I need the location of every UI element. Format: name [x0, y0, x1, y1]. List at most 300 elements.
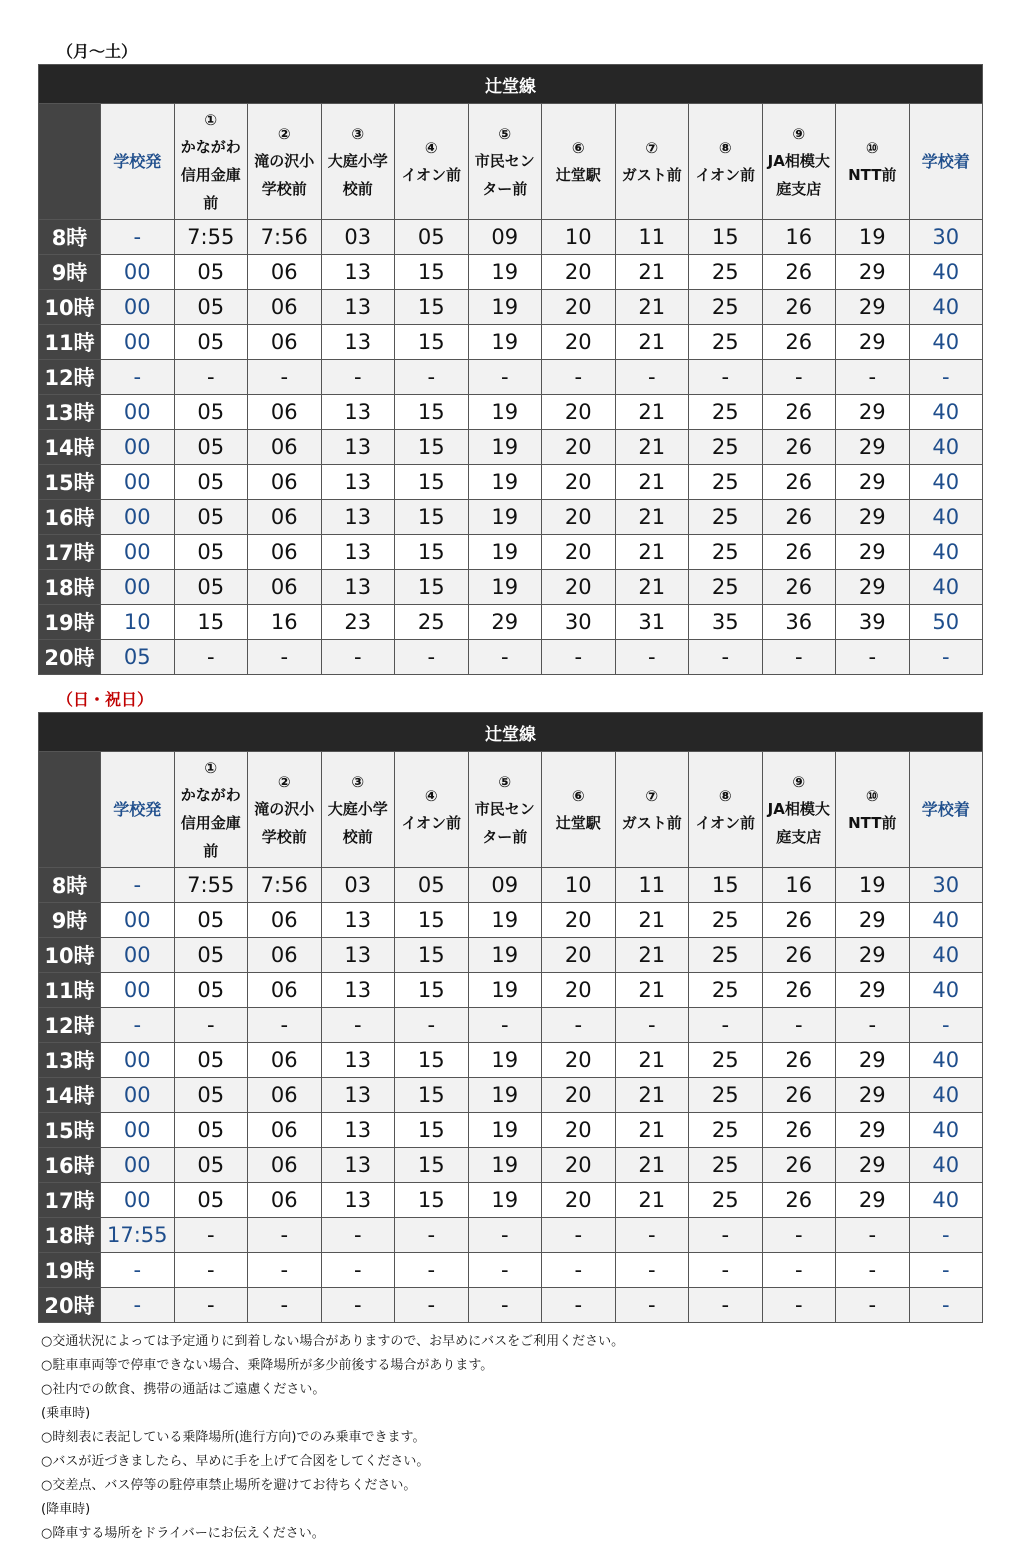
stop-name: 辻堂駅: [555, 165, 601, 184]
time-cell: 20: [542, 570, 616, 605]
time-cell: 20: [542, 1043, 616, 1078]
time-cell: 20: [542, 325, 616, 360]
time-cell: 20: [542, 500, 616, 535]
time-cell: 21: [615, 290, 689, 325]
time-cell: 15: [395, 395, 469, 430]
time-cell: 19: [468, 465, 542, 500]
note-line: (降車時): [41, 1502, 91, 1517]
time-cell: 40: [909, 430, 983, 465]
time-cell: -: [101, 1288, 175, 1323]
time-cell: 7:56: [248, 868, 322, 903]
stop-number: ⑤: [498, 124, 512, 143]
time-cell: 19: [468, 973, 542, 1008]
time-cell: 21: [615, 1148, 689, 1183]
time-cell: 29: [836, 903, 910, 938]
hour-label: 20時: [39, 1288, 101, 1323]
time-cell: -: [689, 1253, 763, 1288]
stop-number: ⑥: [571, 786, 585, 805]
time-cell: -: [689, 1218, 763, 1253]
stop-header: [248, 752, 322, 868]
time-cell: -: [174, 640, 248, 675]
time-cell: 05: [174, 395, 248, 430]
time-cell: -: [615, 1288, 689, 1323]
stop-header: [321, 752, 395, 868]
time-cell: 19: [468, 290, 542, 325]
time-cell: 19: [468, 903, 542, 938]
time-cell: 25: [689, 1078, 763, 1113]
table-row: [39, 1218, 983, 1253]
time-cell: 06: [248, 973, 322, 1008]
time-cell: 13: [321, 395, 395, 430]
stop-number: ⑩: [865, 138, 879, 157]
stop-number: ①: [204, 110, 218, 129]
time-cell: 05: [174, 255, 248, 290]
time-cell: 15: [395, 938, 469, 973]
time-cell: 05: [174, 500, 248, 535]
time-cell: -: [468, 1008, 542, 1043]
hour-label: 10時: [39, 290, 101, 325]
time-cell: -: [468, 360, 542, 395]
time-cell: -: [762, 1288, 836, 1323]
time-cell: 10: [101, 605, 175, 640]
time-cell: 03: [321, 868, 395, 903]
stop-number: ⑨: [792, 124, 806, 143]
time-cell: 26: [762, 1183, 836, 1218]
time-cell: -: [101, 1008, 175, 1043]
time-cell: 29: [836, 1148, 910, 1183]
time-cell: 06: [248, 1183, 322, 1218]
time-cell: 19: [468, 1078, 542, 1113]
stop-name: 学校着: [921, 151, 970, 171]
time-cell: -: [395, 360, 469, 395]
time-cell: 15: [395, 465, 469, 500]
time-cell: 13: [321, 1078, 395, 1113]
note-line: ○バスが近づきましたら、早めに手を上げて合図をしてください。: [41, 1454, 430, 1469]
time-cell: 13: [321, 1113, 395, 1148]
time-cell: -: [395, 1218, 469, 1253]
note-line: ○降車する場所をドライバーにお伝えください。: [41, 1526, 325, 1541]
time-cell: 29: [836, 535, 910, 570]
hour-label: 19時: [39, 1253, 101, 1288]
time-cell: 31: [615, 605, 689, 640]
hour-label: 11時: [39, 325, 101, 360]
time-cell: 26: [762, 325, 836, 360]
line-title: 辻堂線: [39, 713, 983, 752]
hour-label: 16時: [39, 1148, 101, 1183]
holiday-timetable: [38, 712, 983, 1323]
time-cell: 25: [689, 535, 763, 570]
stop-name: 滝の沢小学校前: [254, 799, 315, 846]
time-cell: -: [101, 868, 175, 903]
time-cell: 06: [248, 290, 322, 325]
time-cell: 05: [101, 640, 175, 675]
time-cell: 21: [615, 1183, 689, 1218]
line-title: 辻堂線: [39, 65, 983, 104]
time-cell: 13: [321, 938, 395, 973]
time-cell: -: [689, 1008, 763, 1043]
time-cell: 13: [321, 1043, 395, 1078]
time-cell: -: [248, 1288, 322, 1323]
time-cell: 00: [101, 1113, 175, 1148]
stop-number: ③: [351, 124, 365, 143]
stop-header-row: [39, 752, 983, 868]
stop-number: ⑥: [571, 138, 585, 157]
time-cell: 05: [174, 903, 248, 938]
time-cell: 40: [909, 255, 983, 290]
time-cell: 21: [615, 938, 689, 973]
time-cell: 06: [248, 903, 322, 938]
stop-number: ⑧: [718, 138, 732, 157]
time-cell: -: [395, 1288, 469, 1323]
time-cell: 16: [762, 868, 836, 903]
hour-label: 8時: [39, 868, 101, 903]
time-cell: 05: [174, 1148, 248, 1183]
time-cell: 29: [836, 1078, 910, 1113]
time-cell: 11: [615, 868, 689, 903]
time-cell: 25: [689, 1183, 763, 1218]
weekday-section-label: （月～土）: [57, 42, 138, 61]
weekday-timetable: [38, 64, 983, 675]
time-cell: 20: [542, 973, 616, 1008]
time-cell: 40: [909, 465, 983, 500]
time-cell: 23: [321, 605, 395, 640]
time-cell: 50: [909, 605, 983, 640]
table-row: [39, 220, 983, 255]
stop-name: 市民センター前: [474, 151, 535, 198]
stop-name: JA相模大庭支店: [767, 799, 830, 846]
hour-label: 13時: [39, 1043, 101, 1078]
note-line: ○時刻表に表記している乗降場所(進行方向)でのみ乗車できます。: [41, 1430, 426, 1445]
time-cell: 26: [762, 1078, 836, 1113]
time-cell: -: [762, 1253, 836, 1288]
time-cell: 06: [248, 1043, 322, 1078]
time-cell: 40: [909, 1148, 983, 1183]
time-cell: -: [615, 640, 689, 675]
time-cell: 19: [468, 255, 542, 290]
time-cell: 13: [321, 465, 395, 500]
time-cell: 00: [101, 290, 175, 325]
time-cell: -: [615, 1218, 689, 1253]
time-cell: 19: [468, 1113, 542, 1148]
stop-name: イオン前: [695, 813, 756, 832]
table-row: [39, 465, 983, 500]
time-cell: 15: [174, 605, 248, 640]
time-cell: 7:55: [174, 868, 248, 903]
time-cell: 21: [615, 255, 689, 290]
time-cell: 26: [762, 395, 836, 430]
stop-number: ④: [424, 786, 438, 805]
time-cell: 05: [174, 570, 248, 605]
table-row: [39, 395, 983, 430]
stop-number: ⑦: [645, 786, 659, 805]
time-cell: 00: [101, 500, 175, 535]
time-cell: 19: [468, 535, 542, 570]
time-cell: 05: [174, 1113, 248, 1148]
stop-header: [615, 752, 689, 868]
note-line: (乗車時): [41, 1406, 91, 1421]
time-cell: -: [542, 360, 616, 395]
time-cell: -: [174, 1218, 248, 1253]
time-cell: -: [909, 360, 983, 395]
time-cell: 26: [762, 938, 836, 973]
time-cell: 09: [468, 868, 542, 903]
time-cell: -: [542, 1008, 616, 1043]
time-cell: 09: [468, 220, 542, 255]
time-cell: 15: [689, 220, 763, 255]
time-cell: -: [762, 1218, 836, 1253]
time-cell: 26: [762, 500, 836, 535]
time-cell: 25: [689, 903, 763, 938]
time-cell: -: [836, 640, 910, 675]
time-cell: -: [762, 640, 836, 675]
time-cell: 17:55: [101, 1218, 175, 1253]
time-cell: -: [248, 1008, 322, 1043]
notes-list: [41, 1330, 981, 1546]
table-row: [39, 938, 983, 973]
time-cell: -: [909, 1253, 983, 1288]
time-cell: 26: [762, 903, 836, 938]
stop-name: イオン前: [401, 165, 462, 184]
time-cell: 26: [762, 465, 836, 500]
time-cell: 05: [174, 325, 248, 360]
time-cell: -: [248, 1218, 322, 1253]
stop-header: [321, 104, 395, 220]
stop-number: ⑤: [498, 772, 512, 791]
time-cell: 25: [395, 605, 469, 640]
time-cell: 25: [689, 465, 763, 500]
time-cell: 15: [395, 255, 469, 290]
time-cell: 05: [174, 1078, 248, 1113]
time-cell: -: [909, 1008, 983, 1043]
time-cell: 29: [836, 570, 910, 605]
hour-label: 9時: [39, 903, 101, 938]
time-cell: 19: [468, 430, 542, 465]
time-cell: 36: [762, 605, 836, 640]
time-cell: 25: [689, 1113, 763, 1148]
time-cell: 15: [395, 570, 469, 605]
time-cell: 00: [101, 465, 175, 500]
stop-name: NTT前: [848, 165, 897, 184]
hour-label: 17時: [39, 535, 101, 570]
time-cell: -: [615, 1008, 689, 1043]
time-cell: -: [321, 1218, 395, 1253]
hour-label: 18時: [39, 570, 101, 605]
stop-header: [468, 752, 542, 868]
time-cell: 00: [101, 973, 175, 1008]
time-cell: 11: [615, 220, 689, 255]
time-cell: 06: [248, 325, 322, 360]
time-cell: 16: [248, 605, 322, 640]
stop-number: ⑧: [718, 786, 732, 805]
time-cell: 29: [836, 973, 910, 1008]
table-row: [39, 605, 983, 640]
hour-label: 20時: [39, 640, 101, 675]
hour-label: 17時: [39, 1183, 101, 1218]
time-cell: 26: [762, 430, 836, 465]
time-cell: 15: [395, 290, 469, 325]
table-row: [39, 290, 983, 325]
table-row: [39, 1078, 983, 1113]
time-cell: 19: [468, 395, 542, 430]
time-cell: 29: [836, 1113, 910, 1148]
table-row: [39, 535, 983, 570]
time-cell: 35: [689, 605, 763, 640]
table-row: [39, 255, 983, 290]
stop-number: ②: [277, 772, 291, 791]
time-cell: -: [615, 360, 689, 395]
time-cell: 40: [909, 500, 983, 535]
time-cell: 29: [836, 255, 910, 290]
stop-name: イオン前: [401, 813, 462, 832]
time-cell: 7:56: [248, 220, 322, 255]
hour-label: 15時: [39, 465, 101, 500]
stop-number: ⑩: [865, 786, 879, 805]
time-cell: 40: [909, 325, 983, 360]
stop-name: JA相模大庭支店: [767, 151, 830, 198]
time-cell: 13: [321, 290, 395, 325]
time-cell: -: [689, 1288, 763, 1323]
note-line: ○駐車車両等で停車できない場合、乗降場所が多少前後する場合があります。: [41, 1358, 494, 1373]
hour-label: 15時: [39, 1113, 101, 1148]
time-cell: 13: [321, 500, 395, 535]
time-cell: 40: [909, 395, 983, 430]
time-cell: 20: [542, 430, 616, 465]
time-cell: 06: [248, 535, 322, 570]
time-cell: -: [468, 1288, 542, 1323]
time-cell: 15: [395, 1183, 469, 1218]
time-cell: 15: [395, 500, 469, 535]
time-cell: 29: [836, 430, 910, 465]
time-cell: -: [909, 1288, 983, 1323]
time-cell: -: [468, 1253, 542, 1288]
time-cell: 15: [395, 1078, 469, 1113]
time-cell: 21: [615, 1078, 689, 1113]
time-cell: 25: [689, 325, 763, 360]
table-row: [39, 430, 983, 465]
table-row: [39, 1148, 983, 1183]
time-cell: 15: [395, 430, 469, 465]
stop-name: NTT前: [848, 813, 897, 832]
stop-name: ガスト前: [621, 813, 682, 832]
time-cell: -: [174, 1008, 248, 1043]
time-cell: 25: [689, 430, 763, 465]
time-cell: 25: [689, 255, 763, 290]
table-row: [39, 1288, 983, 1323]
time-cell: 21: [615, 1043, 689, 1078]
time-cell: 13: [321, 903, 395, 938]
hour-label: 14時: [39, 1078, 101, 1113]
time-cell: 00: [101, 903, 175, 938]
time-cell: 13: [321, 325, 395, 360]
time-cell: 26: [762, 290, 836, 325]
time-cell: 21: [615, 903, 689, 938]
time-cell: -: [395, 1253, 469, 1288]
time-cell: -: [909, 640, 983, 675]
time-cell: 19: [836, 220, 910, 255]
stop-header: [174, 752, 248, 868]
stop-header: [248, 104, 322, 220]
time-cell: 29: [836, 325, 910, 360]
time-cell: 26: [762, 255, 836, 290]
stop-header: [395, 104, 469, 220]
stop-name: かながわ信用金庫前: [180, 137, 241, 212]
time-cell: -: [468, 640, 542, 675]
time-cell: -: [542, 1253, 616, 1288]
time-cell: 15: [395, 1043, 469, 1078]
time-cell: 05: [174, 535, 248, 570]
stop-header: [174, 104, 248, 220]
stop-name: 市民センター前: [474, 799, 535, 846]
time-cell: 26: [762, 570, 836, 605]
time-cell: 19: [468, 325, 542, 360]
time-cell: 15: [395, 535, 469, 570]
stop-header: [468, 104, 542, 220]
time-cell: 05: [395, 220, 469, 255]
time-cell: 19: [468, 938, 542, 973]
time-cell: 29: [836, 1183, 910, 1218]
stop-header: [762, 752, 836, 868]
hour-label: 8時: [39, 220, 101, 255]
time-cell: 06: [248, 1148, 322, 1183]
time-cell: 39: [836, 605, 910, 640]
time-cell: 13: [321, 1148, 395, 1183]
time-cell: 29: [468, 605, 542, 640]
time-cell: -: [762, 360, 836, 395]
hour-label: 14時: [39, 430, 101, 465]
note-line: ○交通状況によっては予定通りに到着しない場合がありますので、お早めにバスをご利用ください。: [41, 1334, 625, 1349]
time-cell: 21: [615, 325, 689, 360]
time-cell: 00: [101, 570, 175, 605]
time-cell: 20: [542, 1183, 616, 1218]
time-cell: 06: [248, 1078, 322, 1113]
time-cell: -: [542, 1288, 616, 1323]
table-row: [39, 903, 983, 938]
time-cell: 30: [542, 605, 616, 640]
time-cell: 15: [395, 325, 469, 360]
time-cell: 20: [542, 1078, 616, 1113]
stop-header: [836, 752, 910, 868]
hour-label: 10時: [39, 938, 101, 973]
time-cell: 20: [542, 903, 616, 938]
time-cell: 00: [101, 1078, 175, 1113]
time-cell: -: [174, 1253, 248, 1288]
time-cell: -: [542, 1218, 616, 1253]
time-cell: -: [689, 360, 763, 395]
time-cell: -: [615, 1253, 689, 1288]
time-cell: 13: [321, 1183, 395, 1218]
time-cell: 25: [689, 973, 763, 1008]
time-cell: 05: [174, 938, 248, 973]
time-cell: -: [909, 1218, 983, 1253]
time-cell: 7:55: [174, 220, 248, 255]
time-cell: 25: [689, 290, 763, 325]
time-cell: 30: [909, 868, 983, 903]
time-cell: 21: [615, 1113, 689, 1148]
stop-name: 学校発: [113, 151, 162, 171]
time-cell: 40: [909, 1113, 983, 1148]
time-cell: 40: [909, 535, 983, 570]
time-cell: -: [689, 640, 763, 675]
time-cell: -: [174, 1288, 248, 1323]
time-cell: 40: [909, 1183, 983, 1218]
hour-label: 11時: [39, 973, 101, 1008]
time-cell: 20: [542, 1148, 616, 1183]
hour-label: 12時: [39, 360, 101, 395]
school-stop-header: [101, 104, 175, 220]
time-cell: 13: [321, 973, 395, 1008]
time-cell: 21: [615, 465, 689, 500]
table-row: [39, 1253, 983, 1288]
